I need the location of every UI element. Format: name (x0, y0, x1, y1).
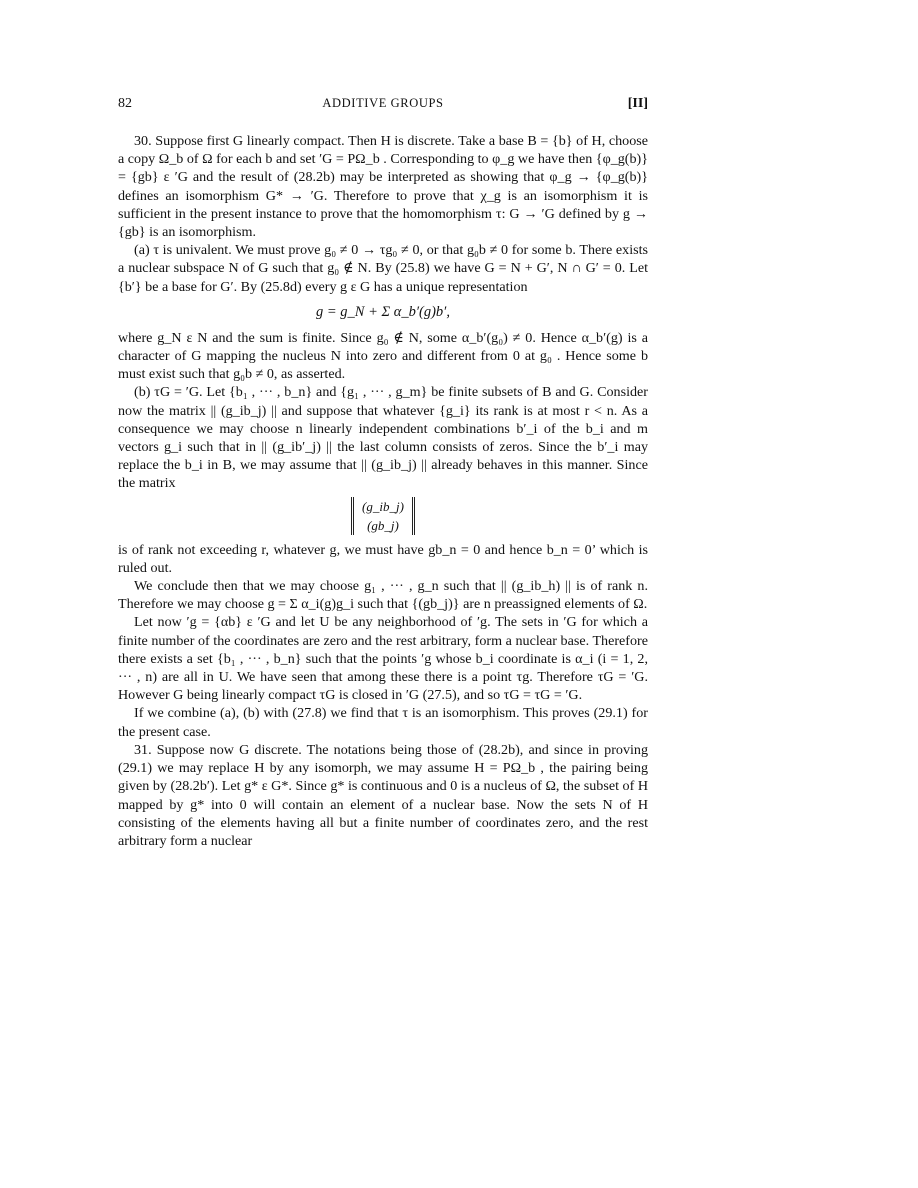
matrix-body (351, 497, 415, 535)
paragraph-a-cont: where g_N ε N and the sum is finite. Since g₀ ∉ N, some α_b′(g₀) ≠ 0. Hence α_b′(g) is a character of G mapping the nucleus N into zero and different from 0 at g₀ . Hence some b must exist such that g₀b ≠ 0, as asserted. (118, 329, 648, 383)
paragraph-b: (b) τG = ′G. Let {b₁ , ··· , b_n} and {g₁ , ··· , g_m} be finite subsets of B and G. Consider now the matrix || (g_ib_j) || and suppose that whatever {g_i} its rank is at most r < n. As a consequence we may choose n linearly independent combinations b′_i of the b_i and m vectors g_i such that in || (g_ib′_j) || the last column consists of zeros. Since the b′_i may replace the b_i in B, we may assume that || (g_ib_j) || already behaves in this manner. Since the matrix (118, 384, 648, 492)
running-title: ADDITIVE GROUPS (322, 96, 444, 110)
paragraph-31: 31. Suppose now G discrete. The notations being those of (28.2b), and since in proving (29.1) we may replace H by any isomorph, we may assume H = PΩ_b , the pairing being given by (28.2b′). Let g* ε G*. Since g* is continuous and 0 is a nucleus of Ω, the subset of H mapped by g* into 0 will contain an element of a nuclear base. Now the sets N of H consisting of the elements having all but a finite number of coordinates zero, and the rest arbitrary form a nuclear (118, 741, 648, 849)
book-page (118, 96, 648, 850)
section-marker: [II] (627, 96, 648, 111)
page-header (118, 96, 648, 118)
matrix-row: (gb_j) (367, 517, 399, 533)
paragraph-b-cont: is of rank not exceeding r, whatever g, we must have gb_n = 0 and hence b_n = 0’ which is ruled out. (118, 541, 648, 576)
paragraph-conclude: We conclude then that we may choose g₁ , ··· , g_n such that || (g_ib_h) || is of rank n. Therefore we may choose g = Σ α_i(g)g_i such that {(gb_j)} are n preassigned elements of Ω. (118, 578, 648, 613)
matrix-row: (g_ib_j) (362, 498, 404, 514)
page-number: 82 (118, 96, 132, 111)
paragraph-combine: If we combine (a), (b) with (27.8) we find that τ is an isomorphism. This proves (29.1) for the present case. (118, 705, 648, 740)
display-equation: g = g_N + Σ α_b′(g)b′, (316, 303, 450, 320)
paragraph-30: 30. Suppose first G linearly compact. Then H is discrete. Take a base B = {b} of H, choose a copy Ω_b of Ω for each b and set ′G = PΩ_b . Corresponding to φ_g we have then {φ_g(b)} = {gb} ε ′G and the result of (28.2b) may be interpreted as showing that φ_g → {φ_g(b)} defines an isomorphism G* → ′G. Therefore to prove that χ_g is an isomorphism it is sufficient in the present instance to prove that the homomorphism τ: G → ′G defined by g → {gb} is an isomorphism. (118, 133, 648, 241)
matrix-display (118, 497, 648, 535)
paragraph-a: (a) τ is univalent. We must prove g₀ ≠ 0 → τg₀ ≠ 0, or that g₀b ≠ 0 for some b. There exists a nuclear subspace N of G such that g₀ ∉ N. By (25.8) we have G = N + G′, N ∩ G′ = 0. Let {b′} be a base for G′. By (25.8d) every g ε G has a unique representation (118, 242, 648, 295)
paragraph-let-now: Let now ′g = {αb} ε ′G and let U be any neighborhood of ′g. The sets in ′G for which a finite number of the coordinates are zero and the rest arbitrary, form a nuclear base. Therefore there exists a set {b₁ , ··· , b_n} such that the points ′g whose b_i coordinate is α_i (i = 1, 2, ··· , n) are all in U. We have seen that among these there is a point τg. Therefore τG = ′G. However G being linearly compact τG is closed in ′G (27.5), and so τG = τG = ′G. (118, 614, 648, 704)
